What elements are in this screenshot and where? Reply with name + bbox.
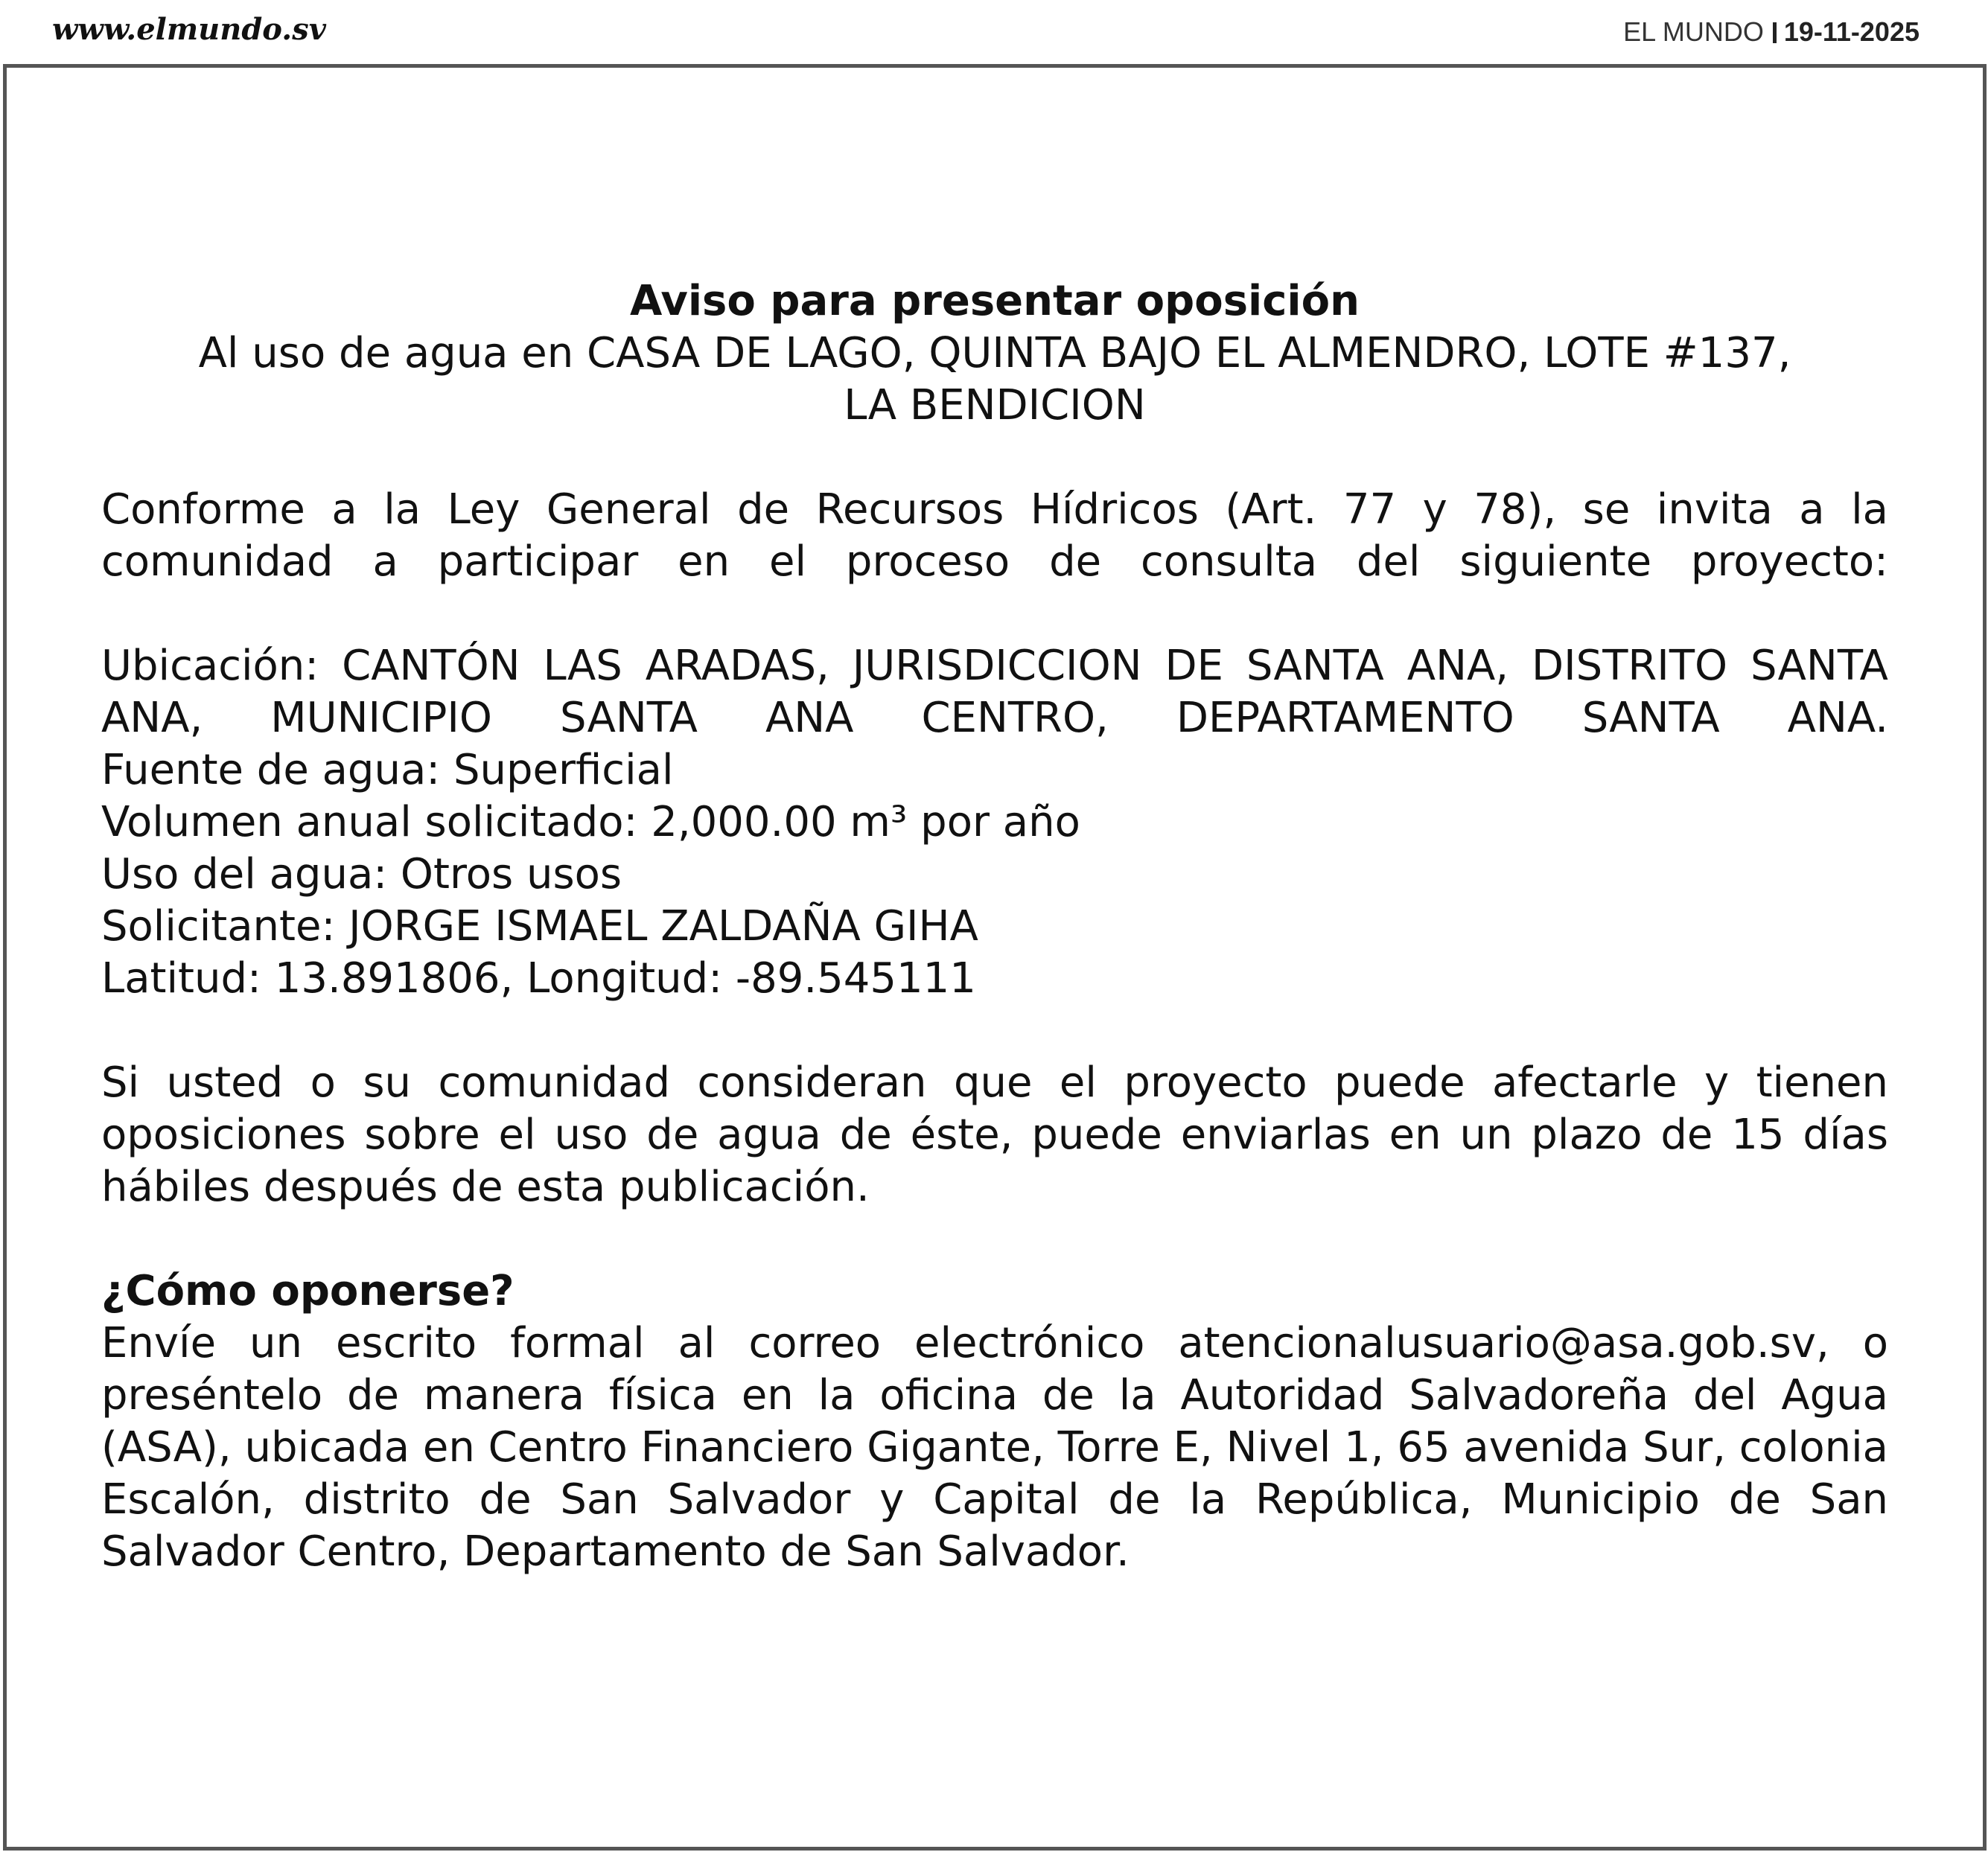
notice-subtitle-line2: LA BENDICION	[844, 381, 1146, 430]
coordinates-field: Latitud: 13.891806, Longitud: -89.545111	[101, 954, 976, 1003]
spacer	[101, 1005, 1888, 1057]
masthead-divider	[1773, 22, 1777, 43]
applicant-field: Solicitante: JORGE ISMAEL ZALDAÑA GIHA	[101, 902, 978, 951]
site-url: www.elmundo.sv	[52, 12, 326, 47]
masthead	[1623, 16, 1919, 48]
opposition-paragraph: Si usted o su comunidad consideran que el proyecto puede afectarle y tienen oposiciones sobre el uso de agua de éste, puede enviarlas en un plazo de 15 días hábiles después de esta publicación.	[101, 1058, 1888, 1211]
intro-paragraph: Conforme a la Ley General de Recursos Hídricos (Art. 77 y 78), se invita a la comunidad a participar en el proceso de consulta del siguiente proyecto:	[101, 485, 1888, 586]
how-to-oppose-paragraph: Envíe un escrito formal al correo electrónico atencionalusuario@asa.gob.sv, o preséntelo de manera física en la oficina de la Autoridad Salvadoreña del Agua (ASA), ubicada en Centro Financiero Gigante, Torre E, Nivel 1, 65 avenida Sur, colonia Escalón, distrito de San Salvador y Capital de la República, Municipio de San Salvador Centro, Departamento de San Salvador.	[101, 1319, 1888, 1576]
how-to-oppose-heading: ¿Cómo oponerse?	[101, 1267, 514, 1315]
annual-volume-field: Volumen anual solicitado: 2,000.00 m³ por año	[101, 798, 1080, 846]
paper-name: EL MUNDO	[1623, 16, 1764, 47]
page-header	[0, 0, 1988, 63]
notice-subtitle-line1: Al uso de agua en CASA DE LAGO, QUINTA BAJO EL ALMENDRO, LOTE #137,	[198, 329, 1791, 377]
water-use-field: Uso del agua: Otros usos	[101, 850, 622, 898]
publication-date: 19-11-2025	[1783, 16, 1919, 47]
notice-title: Aviso para presentar oposición	[630, 277, 1360, 325]
spacer	[101, 588, 1888, 640]
water-source-field: Fuente de agua: Superficial	[101, 746, 674, 794]
notice-content	[101, 275, 1888, 1578]
location-field: Ubicación: CANTÓN LAS ARADAS, JURISDICCION DE SANTA ANA, DISTRITO SANTA ANA, MUNICIPIO SANTA ANA CENTRO, DEPARTAMENTO SANTA ANA.	[101, 642, 1888, 742]
spacer	[101, 432, 1888, 484]
spacer	[101, 1213, 1888, 1265]
